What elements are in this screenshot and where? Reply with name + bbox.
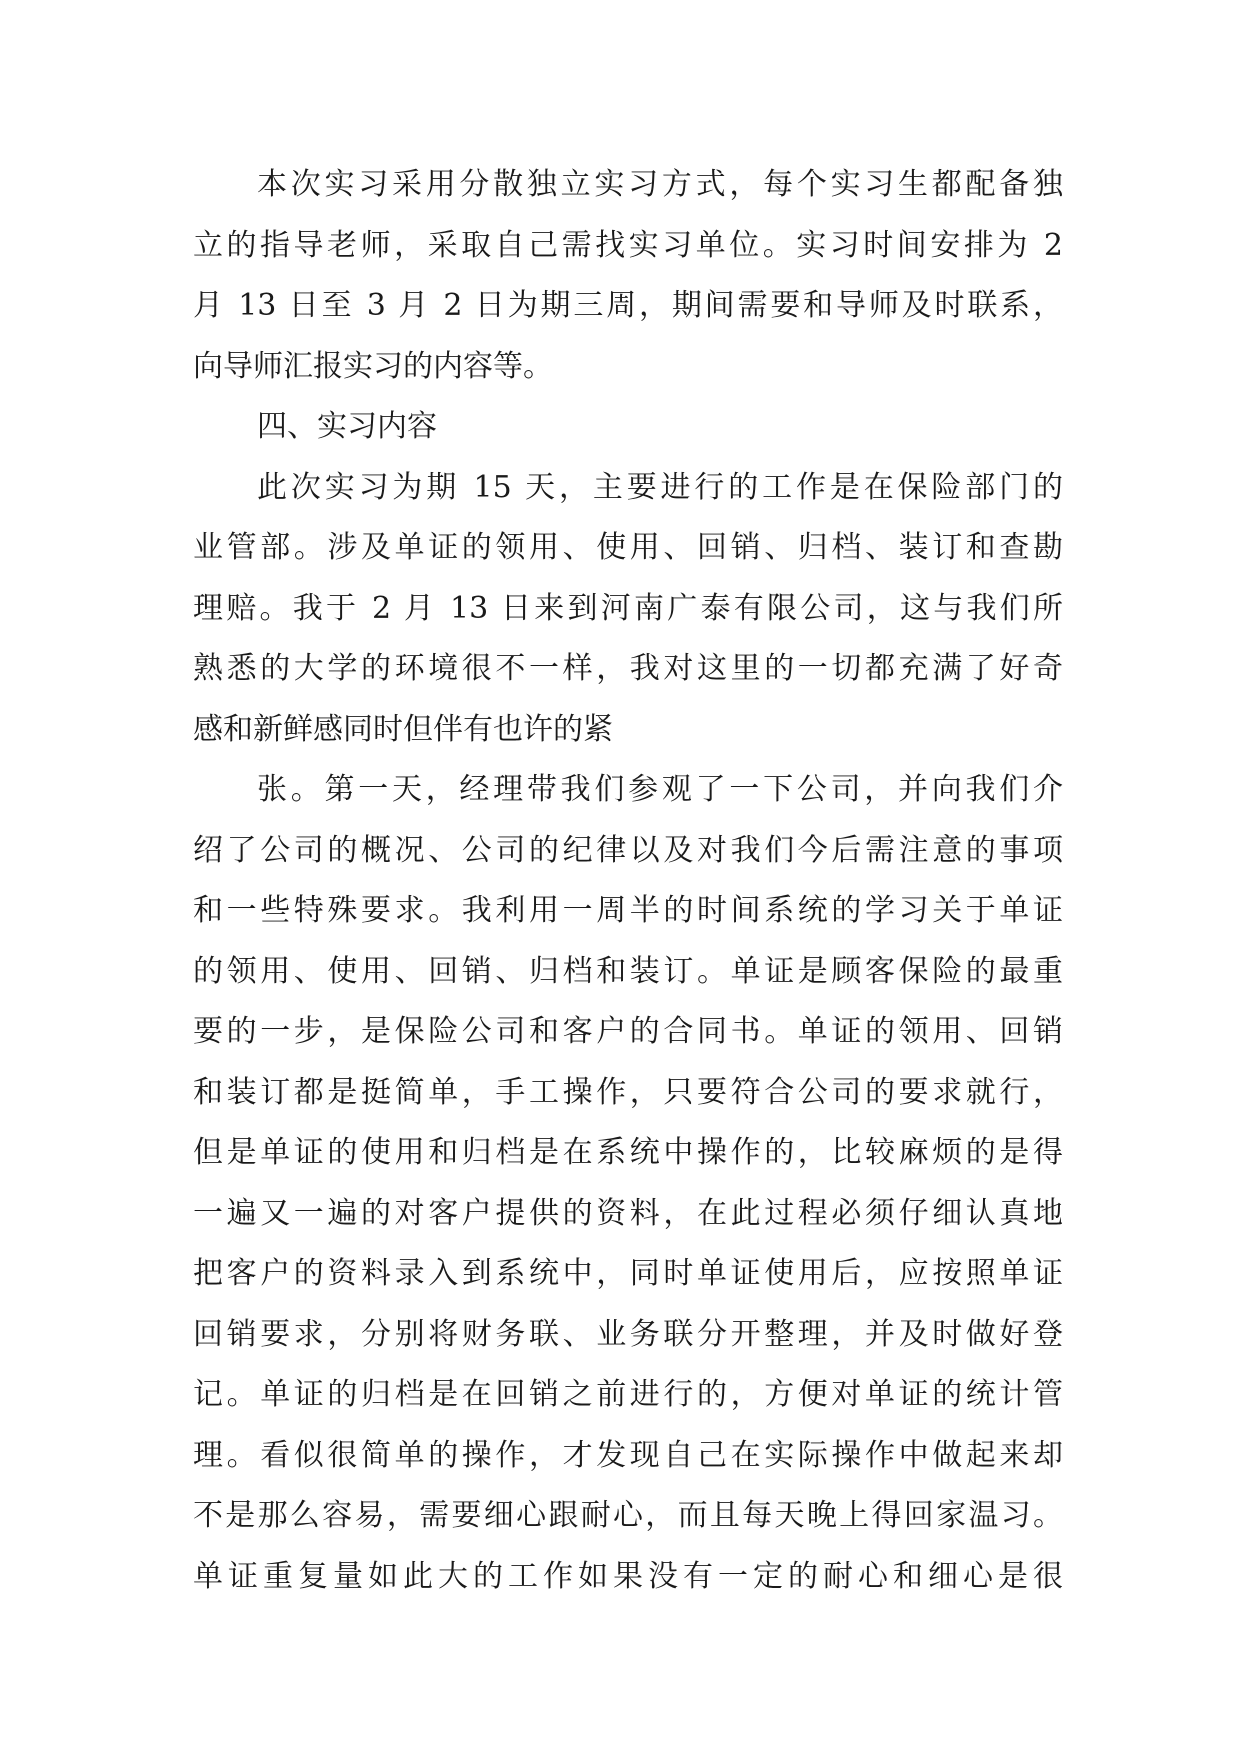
text-line: 熟悉的大学的环境很不一样，我对这里的一切都充满了好奇: [193, 651, 1063, 686]
text-line: 向导师汇报实习的内容等。: [193, 348, 553, 384]
text-line: 和装订都是挺简单，手工操作，只要符合公司的要求就行，: [193, 1074, 1063, 1110]
text-line: 把客户的资料录入到系统中，同时单证使用后，应按照单证: [193, 1256, 1063, 1291]
paragraph-work-details: [193, 760, 1063, 1607]
section-heading: [193, 397, 1063, 458]
paragraph-internship-overview: [193, 458, 1063, 761]
text-line: 业管部。涉及单证的领用、使用、回销、归档、装订和查勘: [193, 530, 1063, 565]
text-line: 此次实习为期 15 天，主要进行的工作是在保险部门的: [257, 469, 1063, 505]
text-line: 一遍又一遍的对客户提供的资料，在此过程必须仔细认真地: [193, 1195, 1063, 1231]
text-line: 理。看似很简单的操作，才发现自己在实际操作中做起来却: [193, 1437, 1063, 1473]
text-line: 立的指导老师，采取自己需找实习单位。实习时间安排为 2: [193, 227, 1063, 263]
text-line: 本次实习采用分散独立实习方式，每个实习生都配备独: [257, 167, 1063, 202]
text-line: 月 13 日至 3 月 2 日为期三周，期间需要和导师及时联系，: [193, 288, 1063, 323]
text-line: 但是单证的使用和归档是在系统中操作的，比较麻烦的是得: [193, 1135, 1063, 1170]
text-line: 回销要求，分别将财务联、业务联分开整理，并及时做好登: [193, 1316, 1063, 1352]
text-line: 和一些特殊要求。我利用一周半的时间系统的学习关于单证: [193, 893, 1063, 928]
text-line: 理赔。我于 2 月 13 日来到河南广泰有限公司，这与我们所: [193, 590, 1063, 626]
text-line: 的领用、使用、回销、归档和装订。单证是顾客保险的最重: [193, 953, 1063, 989]
document-body: [193, 155, 1063, 1607]
text-line: 单证重复量如此大的工作如果没有一定的耐心和细心是很: [193, 1558, 1063, 1594]
text-line: 不是那么容易，需要细心跟耐心，而且每天晚上得回家温习。: [193, 1498, 1063, 1533]
text-line: 张。第一天，经理带我们参观了一下公司，并向我们介: [257, 772, 1063, 807]
text-line: 感和新鲜感同时但伴有也许的紧: [193, 711, 613, 747]
text-line: 绍了公司的概况、公司的纪律以及对我们今后需注意的事项: [193, 832, 1063, 868]
text-line: 记。单证的归档是在回销之前进行的，方便对单证的统计管: [193, 1377, 1063, 1412]
text-line: 要的一步，是保险公司和客户的合同书。单证的领用、回销: [193, 1014, 1063, 1049]
paragraph-internship-method: [193, 155, 1063, 397]
heading-internship-content: 四、实习内容: [257, 409, 437, 444]
